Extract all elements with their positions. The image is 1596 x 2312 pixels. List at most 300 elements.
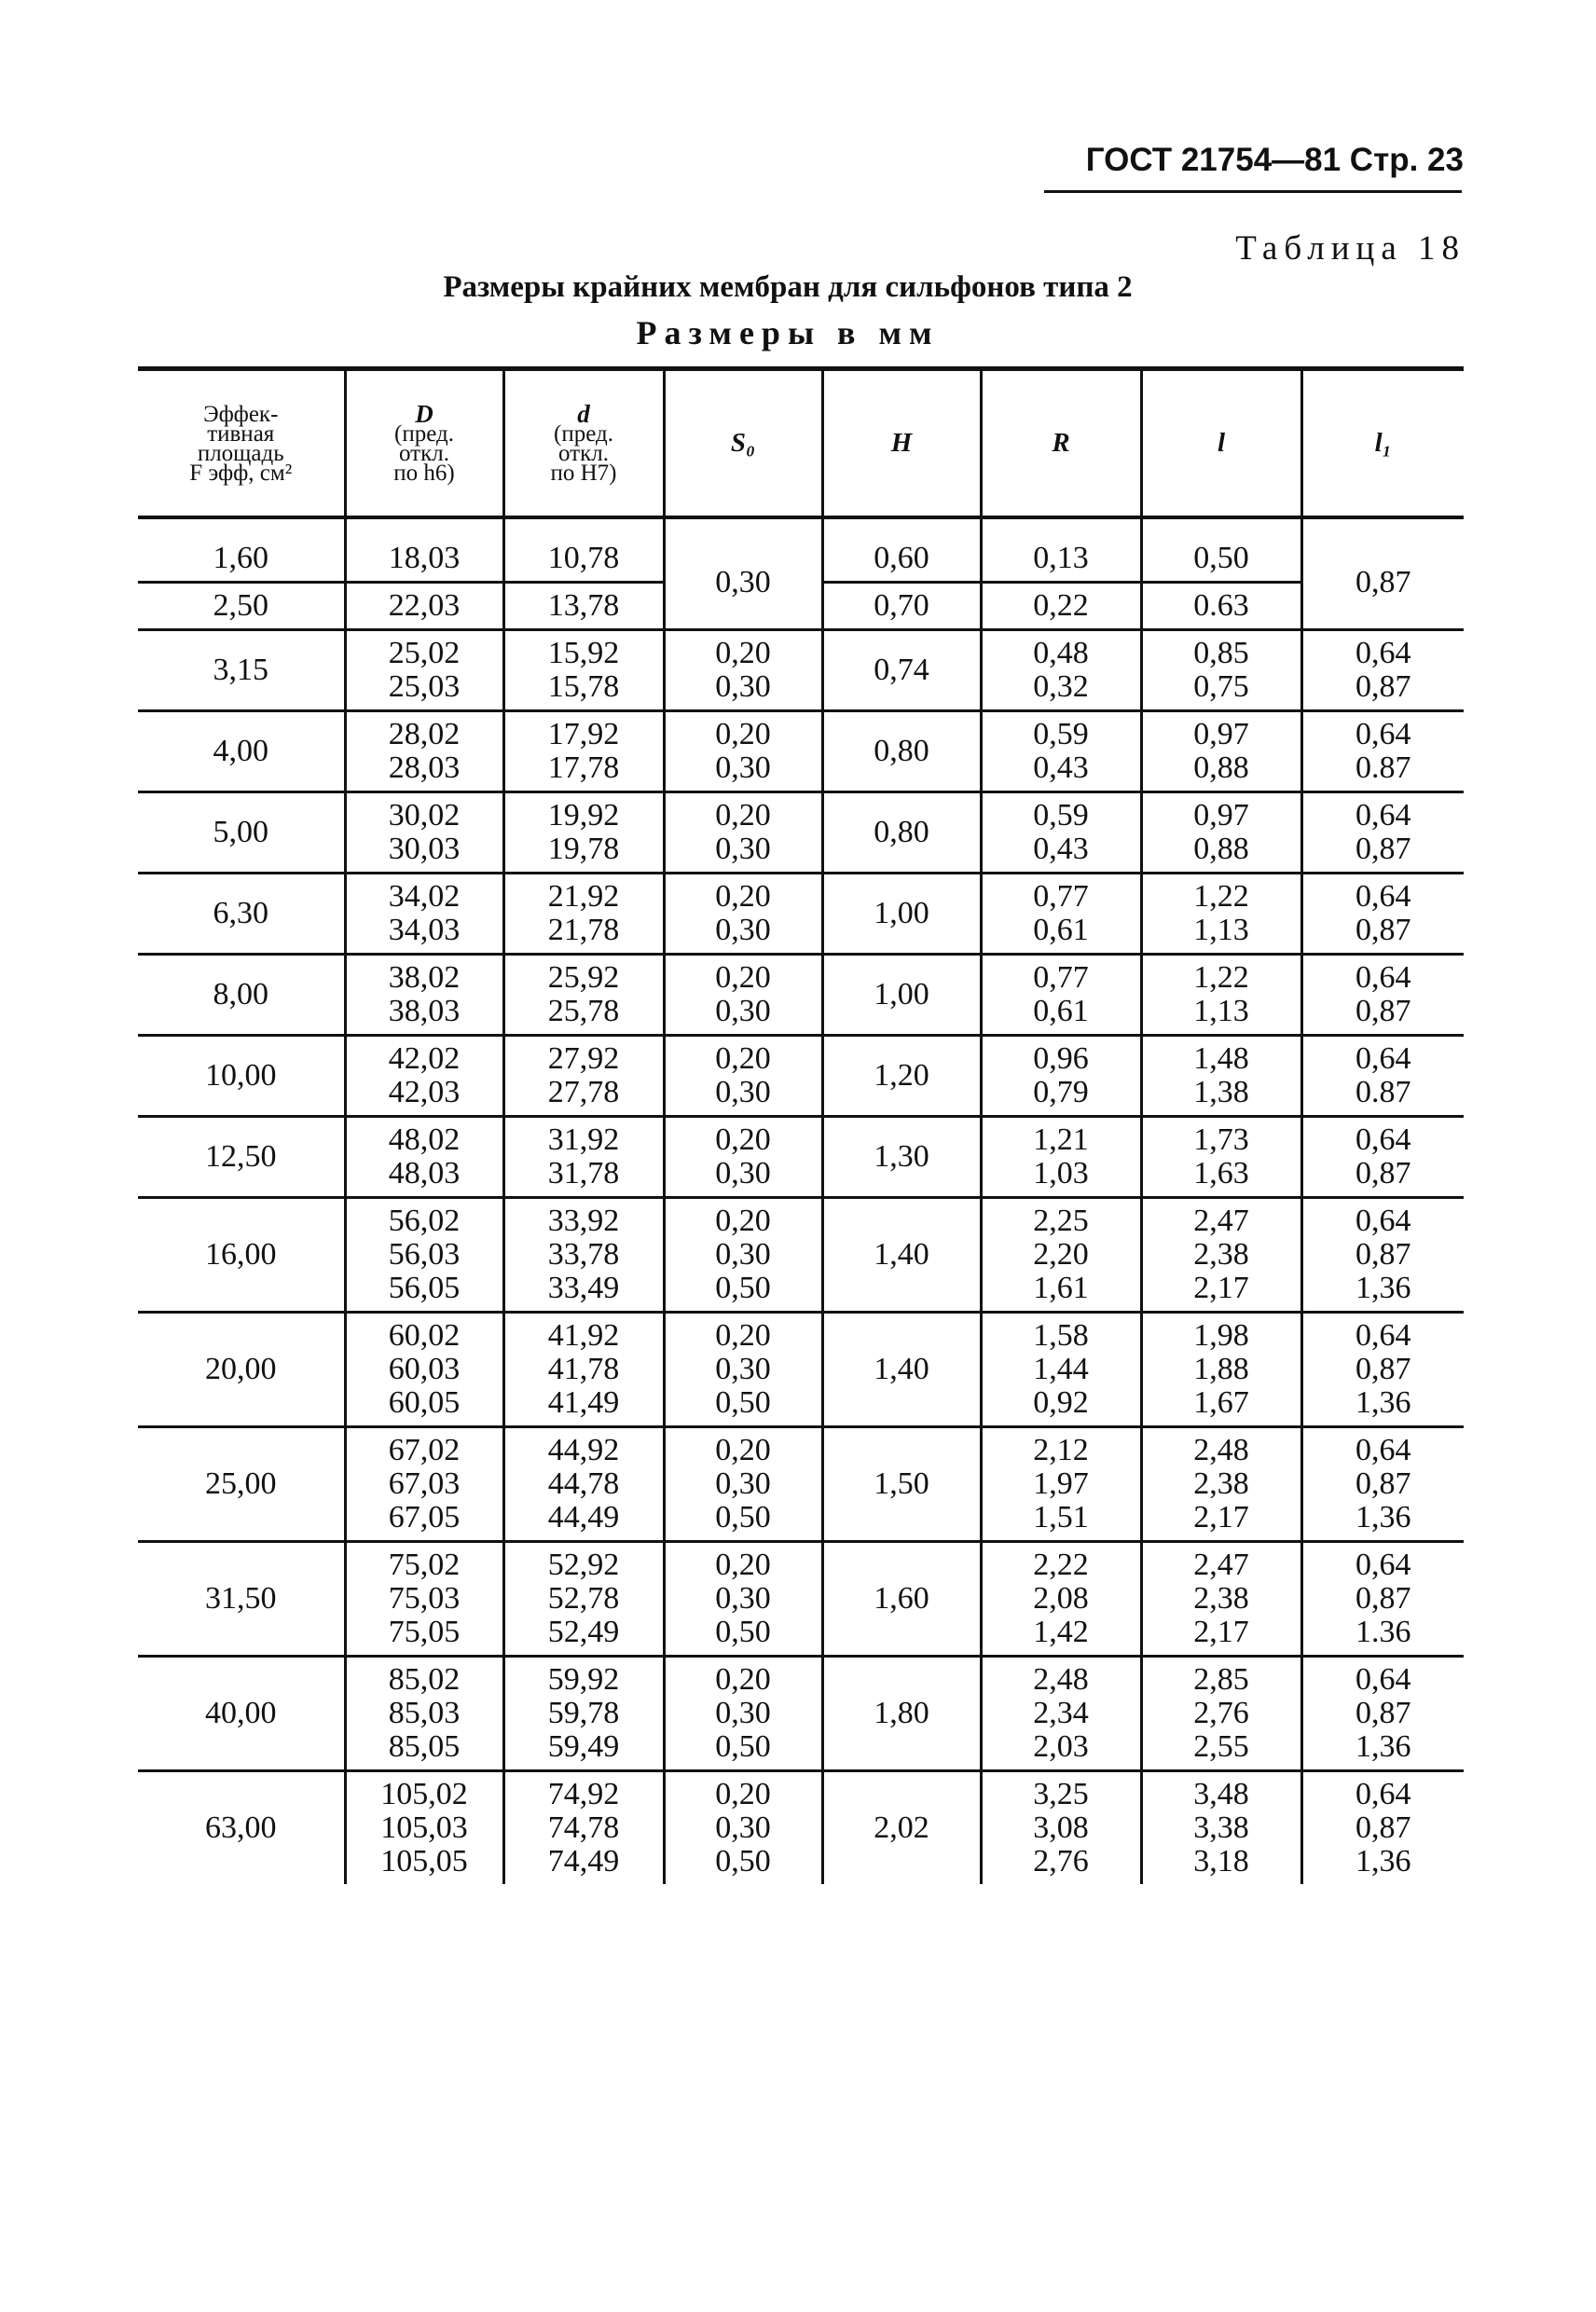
cell-value: 3,08	[1033, 1810, 1089, 1845]
table-number: Таблица 18	[1235, 229, 1465, 268]
table-row	[138, 955, 1464, 1036]
col-header-area-line: F эфф, см²	[189, 460, 293, 486]
cell-R	[981, 1427, 1141, 1542]
cell-value: 1,36	[1355, 1385, 1411, 1420]
cell-H: 0,80	[822, 792, 981, 874]
cell-value: 0,43	[1033, 750, 1089, 785]
cell-l1	[1301, 1313, 1464, 1427]
cell-value: 74,78	[547, 1810, 620, 1845]
cell-H: 1,00	[822, 874, 981, 955]
cell-l1	[1301, 1198, 1464, 1313]
col-header-H: H	[822, 369, 981, 518]
cell-R	[981, 1036, 1141, 1117]
cell-d	[503, 1657, 664, 1771]
cell-value: 0,64	[1355, 636, 1411, 670]
cell-value: 0,59	[1033, 717, 1089, 751]
cell-S0	[664, 1117, 822, 1198]
cell-S0	[664, 1771, 822, 1885]
table-row	[138, 1427, 1464, 1542]
cell-value: 34,03	[388, 913, 461, 947]
cell-l	[1141, 955, 1301, 1036]
cell-D	[345, 630, 503, 711]
cell-value: 0,64	[1355, 1777, 1411, 1811]
cell-area: 8,00	[138, 955, 345, 1036]
page-header: ГОСТ 21754—81 Стр. 23	[1085, 142, 1464, 178]
cell-value: 0,64	[1355, 879, 1411, 914]
cell-l	[1141, 1036, 1301, 1117]
cell-R	[981, 874, 1141, 955]
cell-area: 5,00	[138, 792, 345, 874]
cell-value: 0,20	[715, 960, 771, 995]
cell-value: 0,92	[1033, 1385, 1089, 1420]
cell-D	[345, 874, 503, 955]
cell-H: 1,20	[822, 1036, 981, 1117]
cell-value: 0,50	[715, 1385, 771, 1420]
cell-value: 1,36	[1355, 1729, 1411, 1764]
cell-value: 28,03	[388, 750, 461, 785]
col-header-D-symbol: D	[415, 399, 433, 428]
cell-l	[1141, 630, 1301, 711]
cell-value: 1,22	[1193, 960, 1249, 995]
cell-value: 67,03	[388, 1466, 461, 1501]
cell-l: 0,50	[1141, 536, 1301, 583]
cell-d	[503, 1771, 664, 1885]
cell-value: 30,02	[388, 798, 461, 833]
cell-value: 105,05	[380, 1844, 468, 1878]
table-row	[138, 711, 1464, 792]
cell-value: 3,25	[1033, 1777, 1089, 1811]
cell-value: 0,50	[715, 1729, 771, 1764]
cell-value: 1,58	[1033, 1318, 1089, 1353]
cell-value: 48,02	[388, 1122, 461, 1157]
cell-value: 3,18	[1193, 1844, 1249, 1878]
cell-value: 0,87	[1355, 1156, 1411, 1190]
cell-value: 33,92	[547, 1204, 620, 1238]
cell-H: 1,40	[822, 1198, 981, 1313]
cell-d	[503, 1036, 664, 1117]
cell-value: 25,78	[547, 994, 620, 1028]
cell-d	[503, 1427, 664, 1542]
cell-R	[981, 1657, 1141, 1771]
cell-value: 38,03	[388, 994, 461, 1028]
cell-l	[1141, 1427, 1301, 1542]
col-header-d-line: откл.	[558, 440, 609, 466]
cell-value: 0,87	[1355, 1696, 1411, 1730]
table-row	[138, 874, 1464, 955]
cell-area: 10,00	[138, 1036, 345, 1117]
cell-H: 0,60	[822, 536, 981, 583]
cell-value: 2,25	[1033, 1204, 1089, 1238]
cell-d	[503, 874, 664, 955]
cell-value: 0,20	[715, 717, 771, 751]
cell-value: 3,38	[1193, 1810, 1249, 1845]
cell-value: 0,87	[1355, 669, 1411, 704]
cell-value: 2,76	[1033, 1844, 1089, 1878]
cell-value: 1,51	[1033, 1500, 1089, 1534]
cell-D	[345, 1427, 503, 1542]
cell-value: 21,78	[547, 913, 620, 947]
cell-d	[503, 792, 664, 874]
cell-S0	[664, 874, 822, 955]
cell-value: 0,30	[715, 994, 771, 1028]
cell-D	[345, 1657, 503, 1771]
cell-value: 19,92	[547, 798, 620, 833]
cell-value: 1,63	[1193, 1156, 1249, 1190]
cell-value: 25,92	[547, 960, 620, 995]
table-row	[138, 1313, 1464, 1427]
cell-value: 2,85	[1193, 1662, 1249, 1697]
cell-value: 59,78	[547, 1696, 620, 1730]
table-row	[138, 1117, 1464, 1198]
cell-H: 1,50	[822, 1427, 981, 1542]
cell-l1	[1301, 630, 1464, 711]
cell-value: 2,17	[1193, 1500, 1249, 1534]
cell-l1	[1301, 1117, 1464, 1198]
cell-value: 1,22	[1193, 879, 1249, 914]
cell-value: 1,98	[1193, 1318, 1249, 1353]
cell-value: 2,38	[1193, 1466, 1249, 1501]
cell-area: 6,30	[138, 874, 345, 955]
table-row	[138, 1036, 1464, 1117]
cell-value: 44,92	[547, 1433, 620, 1467]
cell-value: 17,92	[547, 717, 620, 751]
col-header-area-line: тивная	[207, 420, 275, 447]
cell-value: 0,30	[715, 669, 771, 704]
cell-l	[1141, 1198, 1301, 1313]
cell-value: 0,30	[715, 1237, 771, 1272]
col-header-d-line: (пред.	[554, 420, 613, 447]
table-header-row	[138, 369, 1464, 518]
cell-value: 52,92	[547, 1548, 620, 1582]
cell-S0	[664, 1198, 822, 1313]
cell-value: 2,03	[1033, 1729, 1089, 1764]
cell-value: 2,47	[1193, 1548, 1249, 1582]
cell-area: 12,50	[138, 1117, 345, 1198]
cell-H: 0,80	[822, 711, 981, 792]
col-header-D-line: по h6)	[393, 460, 455, 486]
cell-value: 0,87	[1355, 1237, 1411, 1272]
cell-l1	[1301, 874, 1464, 955]
cell-value: 1,38	[1193, 1075, 1249, 1109]
cell-value: 0,30	[715, 1075, 771, 1109]
cell-value: 28,02	[388, 717, 461, 751]
cell-R	[981, 1198, 1141, 1313]
cell-value: 0,87	[1355, 1810, 1411, 1845]
cell-value: 0,20	[715, 1318, 771, 1353]
cell-value: 31,78	[547, 1156, 620, 1190]
cell-R: 0,13	[981, 536, 1141, 583]
cell-D	[345, 1036, 503, 1117]
cell-value: 44,49	[547, 1500, 620, 1534]
cell-value: 0,64	[1355, 1041, 1411, 1076]
cell-R: 0,22	[981, 583, 1141, 630]
cell-value: 0,87	[1355, 1466, 1411, 1501]
cell-value: 0,32	[1033, 669, 1089, 704]
cell-l	[1141, 1771, 1301, 1885]
cell-D	[345, 1313, 503, 1427]
cell-value: 0,59	[1033, 798, 1089, 833]
cell-value: 0,87	[1355, 1581, 1411, 1616]
cell-l1	[1301, 1427, 1464, 1542]
col-header-l: l	[1141, 369, 1301, 518]
cell-value: 0,20	[715, 636, 771, 670]
cell-l1	[1301, 1771, 1464, 1885]
cell-value: 41,92	[547, 1318, 620, 1353]
cell-H: 1,40	[822, 1313, 981, 1427]
cell-l	[1141, 1657, 1301, 1771]
cell-value: 0,50	[715, 1844, 771, 1878]
cell-value: 0,79	[1033, 1075, 1089, 1109]
cell-area: 25,00	[138, 1427, 345, 1542]
cell-d	[503, 1198, 664, 1313]
cell-value: 0,64	[1355, 1548, 1411, 1582]
cell-value: 1,36	[1355, 1500, 1411, 1534]
cell-value: 33,49	[547, 1271, 620, 1305]
table-row	[138, 630, 1464, 711]
cell-S0	[664, 711, 822, 792]
cell-H: 2,02	[822, 1771, 981, 1885]
cell-value: 17,78	[547, 750, 620, 785]
cell-area: 20,00	[138, 1313, 345, 1427]
cell-R	[981, 955, 1141, 1036]
cell-value: 2,48	[1033, 1662, 1089, 1697]
cell-value: 0,30	[715, 832, 771, 866]
cell-value: 75,03	[388, 1581, 461, 1616]
cell-value: 1,73	[1193, 1122, 1249, 1157]
cell-S0	[664, 1542, 822, 1657]
cell-value: 0,77	[1033, 879, 1089, 914]
cell-value: 41,78	[547, 1352, 620, 1386]
col-header-d	[503, 369, 664, 518]
cell-S0	[664, 630, 822, 711]
cell-l1: 0,87	[1301, 536, 1464, 630]
cell-D: 22,03	[345, 583, 503, 630]
cell-S0	[664, 955, 822, 1036]
col-header-area	[138, 369, 345, 518]
cell-value: 2,47	[1193, 1204, 1249, 1238]
cell-l	[1141, 1117, 1301, 1198]
col-header-D-line: (пред.	[394, 420, 454, 447]
cell-value: 0,50	[715, 1500, 771, 1534]
cell-S0	[664, 792, 822, 874]
cell-value: 0,20	[715, 1041, 771, 1076]
cell-l1	[1301, 1542, 1464, 1657]
cell-value: 1,61	[1033, 1271, 1089, 1305]
cell-value: 56,05	[388, 1271, 461, 1305]
col-header-d-symbol: d	[577, 399, 590, 428]
cell-value: 0,61	[1033, 913, 1089, 947]
cell-value: 0,20	[715, 1204, 771, 1238]
cell-value: 0,64	[1355, 1433, 1411, 1467]
cell-l1	[1301, 1036, 1464, 1117]
cell-value: 2,17	[1193, 1271, 1249, 1305]
col-header-D	[345, 369, 503, 518]
cell-l1	[1301, 711, 1464, 792]
cell-area: 1,60	[138, 536, 345, 583]
col-header-d-line: по H7)	[550, 460, 617, 486]
cell-value: 0,87	[1355, 994, 1411, 1028]
cell-value: 19,78	[547, 832, 620, 866]
cell-value: 0,64	[1355, 1662, 1411, 1697]
cell-value: 60,02	[388, 1318, 461, 1353]
cell-value: 1,88	[1193, 1352, 1249, 1386]
cell-value: 1,36	[1355, 1844, 1411, 1878]
cell-area: 2,50	[138, 583, 345, 630]
cell-value: 0.87	[1355, 750, 1411, 785]
cell-d	[503, 1117, 664, 1198]
table-row	[138, 1198, 1464, 1313]
cell-S0	[664, 1313, 822, 1427]
cell-value: 1,42	[1033, 1615, 1089, 1649]
cell-value: 44,78	[547, 1466, 620, 1501]
cell-l	[1141, 1313, 1301, 1427]
cell-value: 2,76	[1193, 1696, 1249, 1730]
table-units: Размеры в мм	[636, 314, 940, 351]
cell-D	[345, 1771, 503, 1885]
cell-area: 63,00	[205, 1810, 277, 1845]
cell-value: 85,02	[388, 1662, 461, 1697]
cell-value: 0,20	[715, 798, 771, 833]
cell-value: 41,49	[547, 1385, 620, 1420]
cell-value: 1,36	[1355, 1271, 1411, 1305]
cell-value: 3,48	[1193, 1777, 1249, 1811]
cell-area: 40,00	[138, 1657, 345, 1771]
cell-value: 1,48	[1193, 1041, 1249, 1076]
cell-value: 25,02	[388, 636, 461, 670]
cell-l	[1141, 1542, 1301, 1657]
cell-value: 0,64	[1355, 717, 1411, 751]
cell-value: 0,30	[715, 913, 771, 947]
cell-value: 27,78	[547, 1075, 620, 1109]
cell-value: 0,88	[1193, 832, 1249, 866]
cell-value: 38,02	[388, 960, 461, 995]
cell-value: 0,50	[715, 1615, 771, 1649]
cell-value: 0,64	[1355, 1122, 1411, 1157]
cell-value: 74,92	[547, 1777, 620, 1811]
cell-R	[981, 630, 1141, 711]
cell-value: 0,30	[715, 1696, 771, 1730]
cell-value: 0,20	[715, 1548, 771, 1582]
cell-value: 0,50	[715, 1271, 771, 1305]
cell-l	[1141, 711, 1301, 792]
cell-value: 2,12	[1033, 1433, 1089, 1467]
cell-value: 105,03	[380, 1810, 468, 1845]
cell-value: 0,20	[715, 1777, 771, 1811]
col-header-l1: l₁	[1301, 369, 1464, 518]
cell-value: 2,08	[1033, 1581, 1089, 1616]
cell-value: 75,05	[388, 1615, 461, 1649]
cell-R	[981, 1542, 1141, 1657]
cell-value: 34,02	[388, 879, 461, 914]
cell-value: 0,75	[1193, 669, 1249, 704]
cell-value: 1,67	[1193, 1385, 1249, 1420]
cell-value: 105,02	[380, 1777, 468, 1811]
cell-H: 1,00	[822, 955, 981, 1036]
table-row	[138, 1542, 1464, 1657]
col-header-R: R	[981, 369, 1141, 518]
cell-S0	[664, 1427, 822, 1542]
cell-value: 1,03	[1033, 1156, 1089, 1190]
cell-value: 0,77	[1033, 960, 1089, 995]
cell-area: 31,50	[138, 1542, 345, 1657]
cell-d	[503, 1313, 664, 1427]
cell-value: 59,92	[547, 1662, 620, 1697]
cell-R	[981, 711, 1141, 792]
cell-H: 0,74	[822, 630, 981, 711]
cell-value: 0,64	[1355, 1318, 1411, 1353]
cell-D	[345, 1542, 503, 1657]
cell-value: 15,78	[547, 669, 620, 704]
cell-value: 52,49	[547, 1615, 620, 1649]
cell-value: 0,61	[1033, 994, 1089, 1028]
cell-area: 16,00	[138, 1198, 345, 1313]
cell-value: 0.87	[1355, 1075, 1411, 1109]
cell-value: 27,92	[547, 1041, 620, 1076]
cell-value: 0,96	[1033, 1041, 1089, 1076]
cell-value: 0,30	[715, 750, 771, 785]
cell-value: 0,97	[1193, 717, 1249, 751]
cell-value: 21,92	[547, 879, 620, 914]
cell-R	[981, 1771, 1141, 1885]
cell-d: 10,78	[503, 536, 664, 583]
cell-d	[503, 630, 664, 711]
cell-value: 59,49	[547, 1729, 620, 1764]
cell-d	[503, 955, 664, 1036]
cell-value: 0,87	[1355, 913, 1411, 947]
cell-H: 1,30	[822, 1117, 981, 1198]
cell-value: 0,87	[1355, 832, 1411, 866]
cell-value: 0,30	[715, 1352, 771, 1386]
cell-value: 48,03	[388, 1156, 461, 1190]
cell-H: 1,80	[822, 1657, 981, 1771]
cell-D	[345, 955, 503, 1036]
cell-D	[345, 711, 503, 792]
table-spacer-row	[138, 517, 1464, 536]
cell-value: 85,05	[388, 1729, 461, 1764]
cell-l	[1141, 792, 1301, 874]
cell-l	[1141, 874, 1301, 955]
cell-value: 0,30	[715, 1156, 771, 1190]
cell-value: 0,88	[1193, 750, 1249, 785]
col-header-area-line: площадь	[197, 440, 284, 466]
cell-area: 3,15	[138, 630, 345, 711]
cell-value: 56,03	[388, 1237, 461, 1272]
cell-R	[981, 792, 1141, 874]
cell-value: 31,92	[547, 1122, 620, 1157]
cell-value: 2,22	[1033, 1548, 1089, 1582]
cell-S0	[664, 1036, 822, 1117]
cell-d	[503, 1542, 664, 1657]
cell-value: 0,20	[715, 1122, 771, 1157]
cell-value: 0,20	[715, 879, 771, 914]
cell-value: 1,13	[1193, 913, 1249, 947]
header-underline	[1044, 190, 1462, 193]
cell-value: 0,48	[1033, 636, 1089, 670]
cell-D: 18,03	[345, 536, 503, 583]
table-row	[138, 1771, 1464, 1885]
col-header-S0: S₀	[664, 369, 822, 518]
cell-value: 67,05	[388, 1500, 461, 1534]
cell-value: 0,64	[1355, 960, 1411, 995]
cell-value: 1,13	[1193, 994, 1249, 1028]
table-row	[138, 792, 1464, 874]
cell-value: 0,85	[1193, 636, 1249, 670]
cell-value: 2,55	[1193, 1729, 1249, 1764]
cell-value: 2,48	[1193, 1433, 1249, 1467]
cell-value: 0,64	[1355, 1204, 1411, 1238]
cell-value: 56,02	[388, 1204, 461, 1238]
col-header-D-line: откл.	[399, 440, 449, 466]
